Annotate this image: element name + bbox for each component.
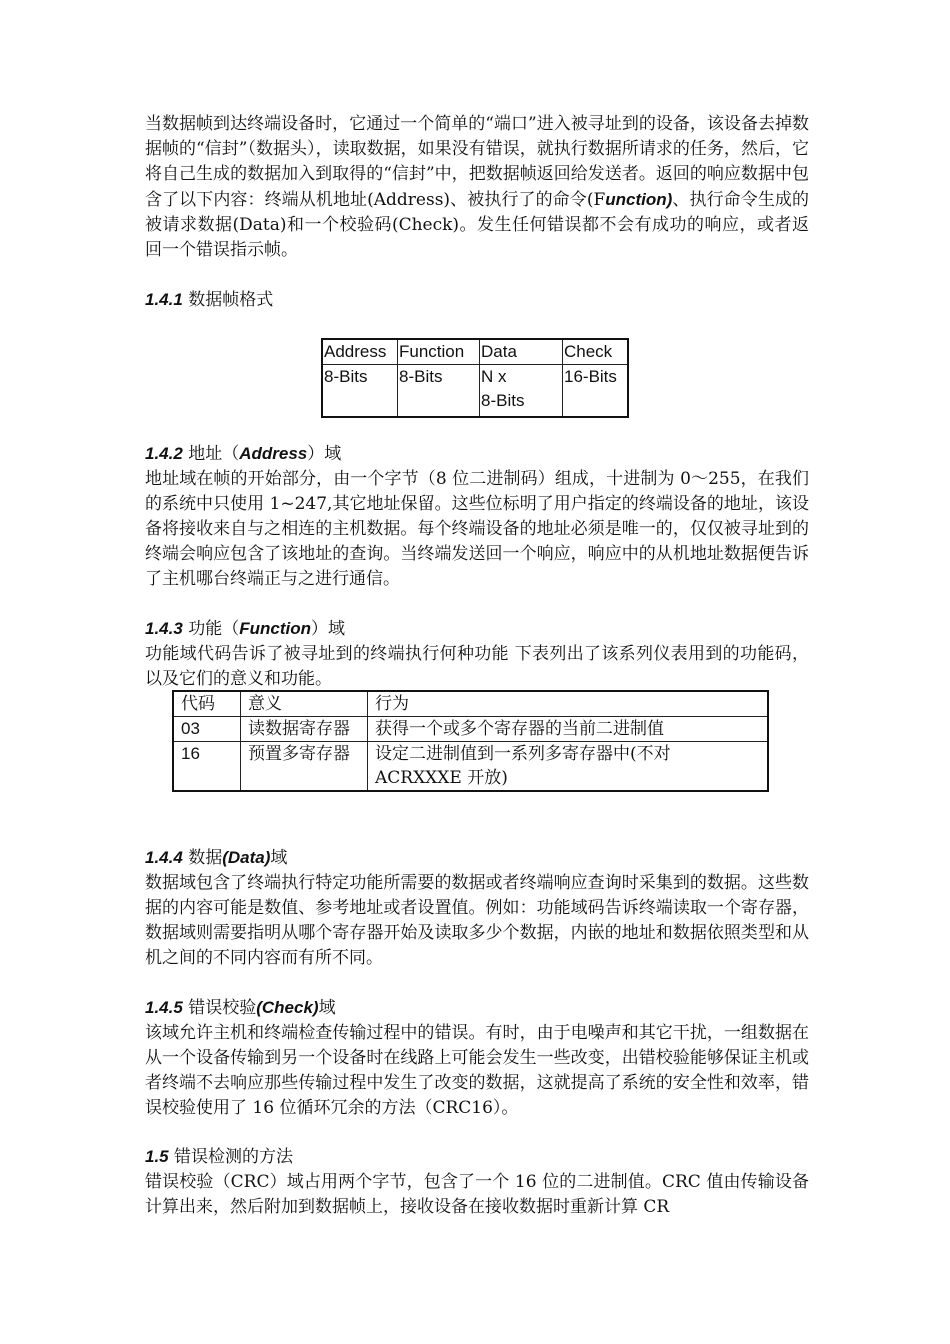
section-title-post: ）域 xyxy=(310,619,345,639)
heading-1-4-1 xyxy=(145,287,809,313)
heading-1-4-5 xyxy=(145,995,809,1021)
section-title-post: 域 xyxy=(270,848,288,868)
frame-cell-data: N x 8-Bits xyxy=(480,365,563,417)
section-number: 1.4.4 xyxy=(145,848,183,867)
section-title-en: Function xyxy=(239,619,311,638)
intro-text-a: 当数据帧到达终端设备时，它通过一个简单的“端口”进入被寻址到的设备，该设备去掉数据帧的“信封”（数据头），读取数据，如果没有错误，就执行数据所请求的任务，然后，它将自己生成的数据加入到取得的“信封”中，把数据帧返回给发送者。返回的响应数据中包含了以下内容：终端从机地址(Address)、被执行了的命令(F xyxy=(145,114,809,210)
frame-format-table xyxy=(321,338,629,418)
section-number: 1.4.1 xyxy=(145,290,183,309)
section-1-4-4 xyxy=(145,845,809,971)
func-cell-meaning: 读数据寄存器 xyxy=(241,717,368,742)
heading-1-5 xyxy=(145,1144,809,1170)
intro-text-bold: unction) xyxy=(605,190,673,209)
frame-cell-function: 8-Bits xyxy=(398,365,480,417)
func-header-meaning: 意义 xyxy=(241,691,368,717)
heading-1-4-4 xyxy=(145,845,809,871)
section-title: 错误检测的方法 xyxy=(174,1147,294,1167)
table-row xyxy=(173,742,768,792)
frame-cell-address: 8-Bits xyxy=(322,365,398,417)
section-number: 1.5 xyxy=(145,1147,169,1166)
intro-text-c: 、执行命令生成的被请求数据(Data)和一个校验码(Check)。发生任何错误都不会有成功的响应，或者返回一个错误指示帧。 xyxy=(145,190,809,260)
table-row xyxy=(173,717,768,742)
section-1-4-5 xyxy=(145,995,809,1121)
section-title-pre: 错误校验 xyxy=(188,998,257,1018)
section-title-post: 域 xyxy=(318,998,336,1018)
frame-header-address: Address xyxy=(322,339,398,365)
func-cell-code: 16 xyxy=(173,742,241,792)
func-header-code: 代码 xyxy=(173,691,241,717)
section-title-en: (Check) xyxy=(256,998,319,1017)
function-code-table xyxy=(172,690,769,792)
func-cell-meaning: 预置多寄存器 xyxy=(241,742,368,792)
section-number: 1.4.3 xyxy=(145,619,183,638)
section-title-pre: 地址（ xyxy=(188,444,240,464)
section-title-post: ）域 xyxy=(307,444,342,464)
frame-header-check: Check xyxy=(563,339,629,365)
func-cell-action: 获得一个或多个寄存器的当前二进制值 xyxy=(368,717,769,742)
section-number: 1.4.5 xyxy=(145,998,183,1017)
section-body: 功能域代码告诉了被寻址到的终端执行何种功能 下表列出了该系列仪表用到的功能码，以及它们的意义和功能。 xyxy=(145,644,809,689)
section-title: 数据帧格式 xyxy=(188,290,274,310)
heading-1-4-2 xyxy=(145,441,809,467)
section-title-en: Address xyxy=(239,444,308,463)
section-body: 地址域在帧的开始部分，由一个字节（8 位二进制码）组成，十进制为 0～255，在我们的系统中只使用 1~247,其它地址保留。这些位标明了用户指定的终端设备的地址，该设备将接收来自与之相连的主机数据。每个终端设备的地址必须是唯一的，仅仅被寻址到的终端会响应包含了该地址的查询。当终端发送回一个响应，响应中的从机地址数据便告诉了主机哪台终端正与之进行通信。 xyxy=(145,469,809,589)
func-cell-action: 设定二进制值到一系列多寄存器中(不对 ACRXXXE 开放) xyxy=(368,742,769,792)
intro-paragraph xyxy=(145,112,809,263)
frame-cell-check: 16-Bits xyxy=(563,365,629,417)
section-1-4-2 xyxy=(145,441,809,592)
section-title-pre: 功能（ xyxy=(188,619,240,639)
section-body: 错误校验（CRC）域占用两个字节，包含了一个 16 位的二进制值。CRC 值由传输设备计算出来，然后附加到数据帧上，接收设备在接收数据时重新计算 CR xyxy=(145,1172,809,1217)
section-number: 1.4.2 xyxy=(145,444,183,463)
document-page xyxy=(145,112,809,313)
section-title-pre: 数据 xyxy=(188,848,223,868)
heading-1-4-3 xyxy=(145,616,809,642)
section-1-5 xyxy=(145,1144,809,1220)
frame-header-data: Data xyxy=(480,339,563,365)
func-cell-code: 03 xyxy=(173,717,241,742)
frame-header-function: Function xyxy=(398,339,480,365)
func-header-action: 行为 xyxy=(368,691,769,717)
section-title-en: (Data) xyxy=(222,848,271,867)
section-body: 该域允许主机和终端检查传输过程中的错误。有时，由于电噪声和其它干扰，一组数据在从一个设备传输到另一个设备时在线路上可能会发生一些改变，出错校验能够保证主机或者终端不去响应那些传输过程中发生了改变的数据，这就提高了系统的安全性和效率，错误校验使用了 16 位循环冗余的方法（CRC16）。 xyxy=(145,1023,809,1118)
section-1-4-3 xyxy=(145,616,809,692)
section-body: 数据域包含了终端执行特定功能所需要的数据或者终端响应查询时采集到的数据。这些数据的内容可能是数值、参考地址或者设置值。例如：功能域码告诉终端读取一个寄存器，数据域则需要指明从哪个寄存器开始及读取多少个数据，内嵌的地址和数据依照类型和从机之间的不同内容而有所不同。 xyxy=(145,873,809,968)
